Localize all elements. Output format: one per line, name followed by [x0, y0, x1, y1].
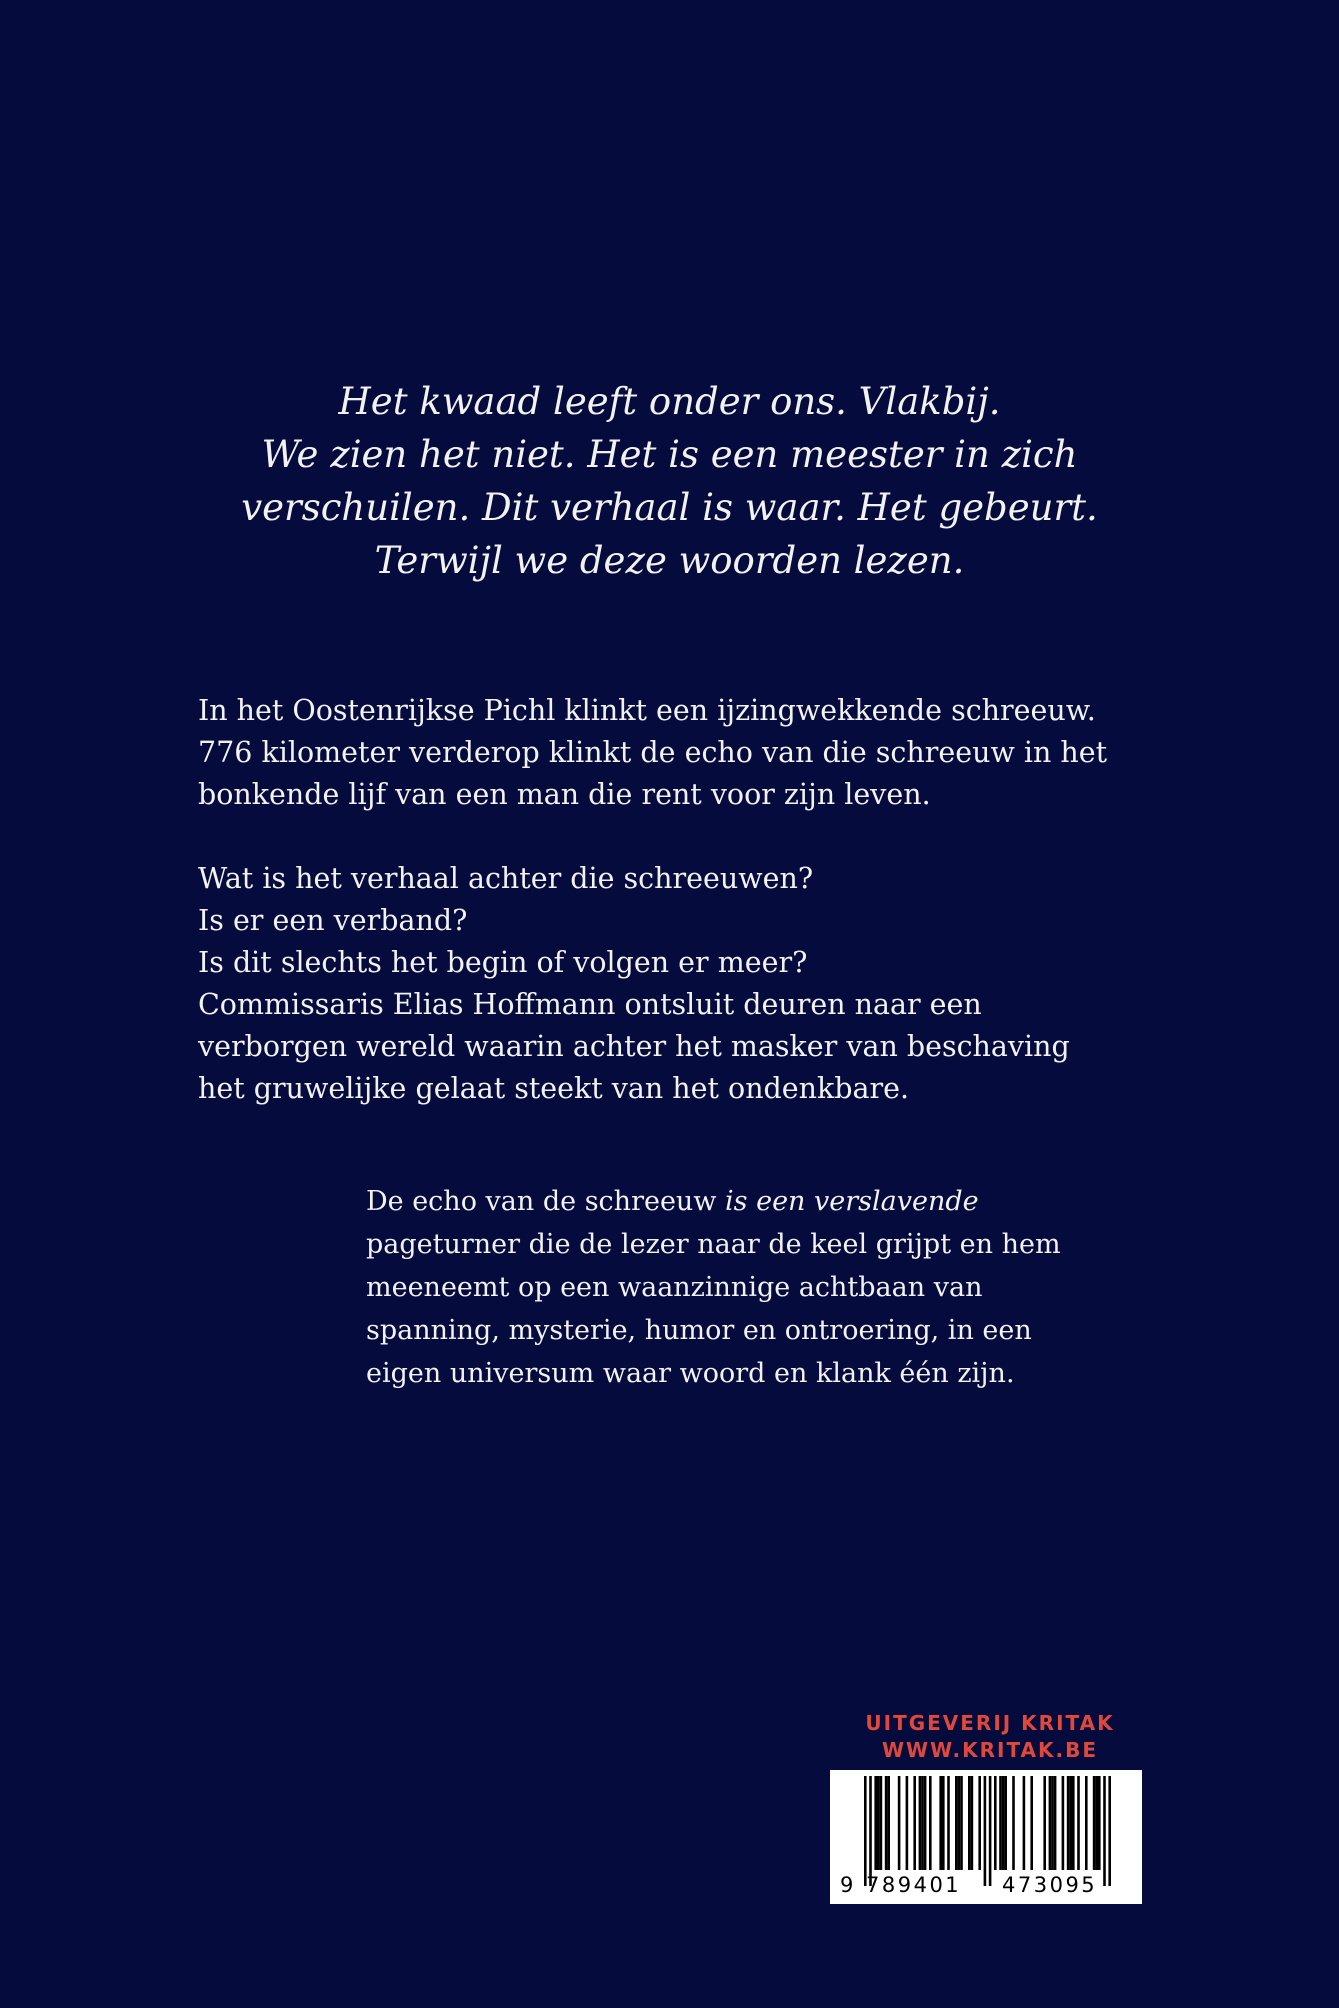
blurb-book-title: De echo van de schreeuw: [366, 1186, 717, 1217]
barcode-bar: [880, 1776, 883, 1870]
tagline-line-2: We zien het niet. Het is een meester in zich: [261, 433, 1078, 476]
questions-line-2: Is er een verband?: [198, 904, 468, 937]
tagline: [0, 375, 1339, 587]
blurb-line-5: eigen universum waar woord en klank één zijn.: [366, 1358, 1015, 1389]
barcode-bar: [939, 1776, 942, 1870]
barcode-bar: [1095, 1776, 1098, 1870]
barcode-bar: [924, 1776, 927, 1870]
barcode-bar: [887, 1776, 890, 1870]
intro-line-1: In het Oostenrijkse Pichl klinkt een ijzingwekkende schreeuw.: [198, 694, 1096, 727]
barcode-bar: [1049, 1776, 1052, 1870]
barcode-bar: [958, 1776, 961, 1870]
barcode-bar: [874, 1776, 877, 1870]
barcode-bar: [971, 1776, 974, 1870]
barcode-bar: [1023, 1776, 1026, 1870]
barcode-bar: [1077, 1776, 1080, 1870]
barcode-bar: [955, 1776, 958, 1870]
intro-line-3: bonkende lijf van een man die rent voor zijn leven.: [198, 778, 931, 811]
barcode-bar: [1002, 1776, 1005, 1870]
barcode-bar: [999, 1776, 1002, 1870]
blurb-paragraph: [366, 1180, 1166, 1395]
publisher-name: UITGEVERIJ KRITAK: [865, 1711, 1115, 1735]
barcode-bar: [1098, 1776, 1101, 1870]
questions-line-4: Commissaris Elias Hoffmann ontsluit deuren naar een: [198, 988, 982, 1021]
barcode-bar: [898, 1776, 901, 1870]
isbn-barcode: [830, 1770, 1142, 1904]
publisher-website[interactable]: WWW.KRITAK.BE: [881, 1738, 1099, 1762]
blurb-line-3: meeneemt op een waanzinnige achtbaan van: [366, 1272, 983, 1303]
tagline-line-1: Het kwaad leeft onder ons. Vlakbij.: [338, 380, 1001, 423]
barcode-bar: [1004, 1776, 1007, 1870]
barcode-bar: [1067, 1776, 1070, 1870]
barcode-bar: [919, 1776, 922, 1870]
questions-line-5: verborgen wereld waarin achter het masker van beschaving: [198, 1030, 1070, 1063]
questions-line-3: Is dit slechts het begin of volgen er meer?: [198, 946, 808, 979]
barcode-bar: [1051, 1776, 1054, 1870]
barcode-bar: [1054, 1776, 1057, 1870]
barcode-bar: [1085, 1776, 1088, 1870]
barcode-bar: [877, 1776, 880, 1870]
blurb-line-1: [366, 1180, 1166, 1223]
barcode-lead-digit: 9: [840, 1873, 854, 1897]
barcode-bar: [1062, 1776, 1065, 1870]
barcode-bar: [978, 1776, 981, 1870]
questions-line-1: Wat is het verhaal achter die schreeuwen?: [198, 862, 814, 895]
barcode-bar: [1012, 1776, 1015, 1870]
tagline-line-4: Terwijl we deze woorden lezen.: [374, 539, 965, 582]
barcode-bar: [929, 1776, 932, 1870]
blurb-line-1-rest: is een verslavende: [716, 1186, 979, 1217]
questions-line-6: het gruwelijke gelaat steekt van het ondenkbare.: [198, 1072, 910, 1105]
barcode-bar: [913, 1776, 916, 1870]
questions-paragraph: [198, 858, 1158, 1110]
blurb-line-2: pageturner die de lezer naar de keel grijpt en hem: [366, 1229, 1061, 1260]
intro-paragraph: [198, 690, 1158, 816]
barcode-left-digits: 789401: [866, 1873, 962, 1897]
barcode-bar: [1030, 1776, 1033, 1870]
blurb-line-4: spanning, mysterie, humor en ontroering, in een: [366, 1315, 1032, 1346]
barcode-bar: [968, 1776, 971, 1870]
barcode-bar: [1043, 1776, 1046, 1870]
barcode-bar: [921, 1776, 924, 1870]
intro-line-2: 776 kilometer verderop klinkt de echo van die schreeuw in het: [198, 736, 1108, 769]
publisher-info: [862, 1710, 1118, 1764]
barcode-bar: [906, 1776, 909, 1870]
barcode-right-digits: 473095: [1002, 1873, 1098, 1897]
barcode-bar: [1093, 1776, 1096, 1870]
barcode-bar: [994, 1776, 997, 1870]
barcode-bar: [960, 1776, 963, 1870]
tagline-line-3: verschuilen. Dit verhaal is waar. Het gebeurt.: [241, 486, 1098, 529]
barcode-bar: [885, 1776, 888, 1870]
barcode-bar: [947, 1776, 950, 1870]
barcode-bar: [1069, 1776, 1072, 1870]
barcode-digits: [830, 1870, 1142, 1900]
barcode-bar: [1072, 1776, 1075, 1870]
barcode-bar: [942, 1776, 945, 1870]
